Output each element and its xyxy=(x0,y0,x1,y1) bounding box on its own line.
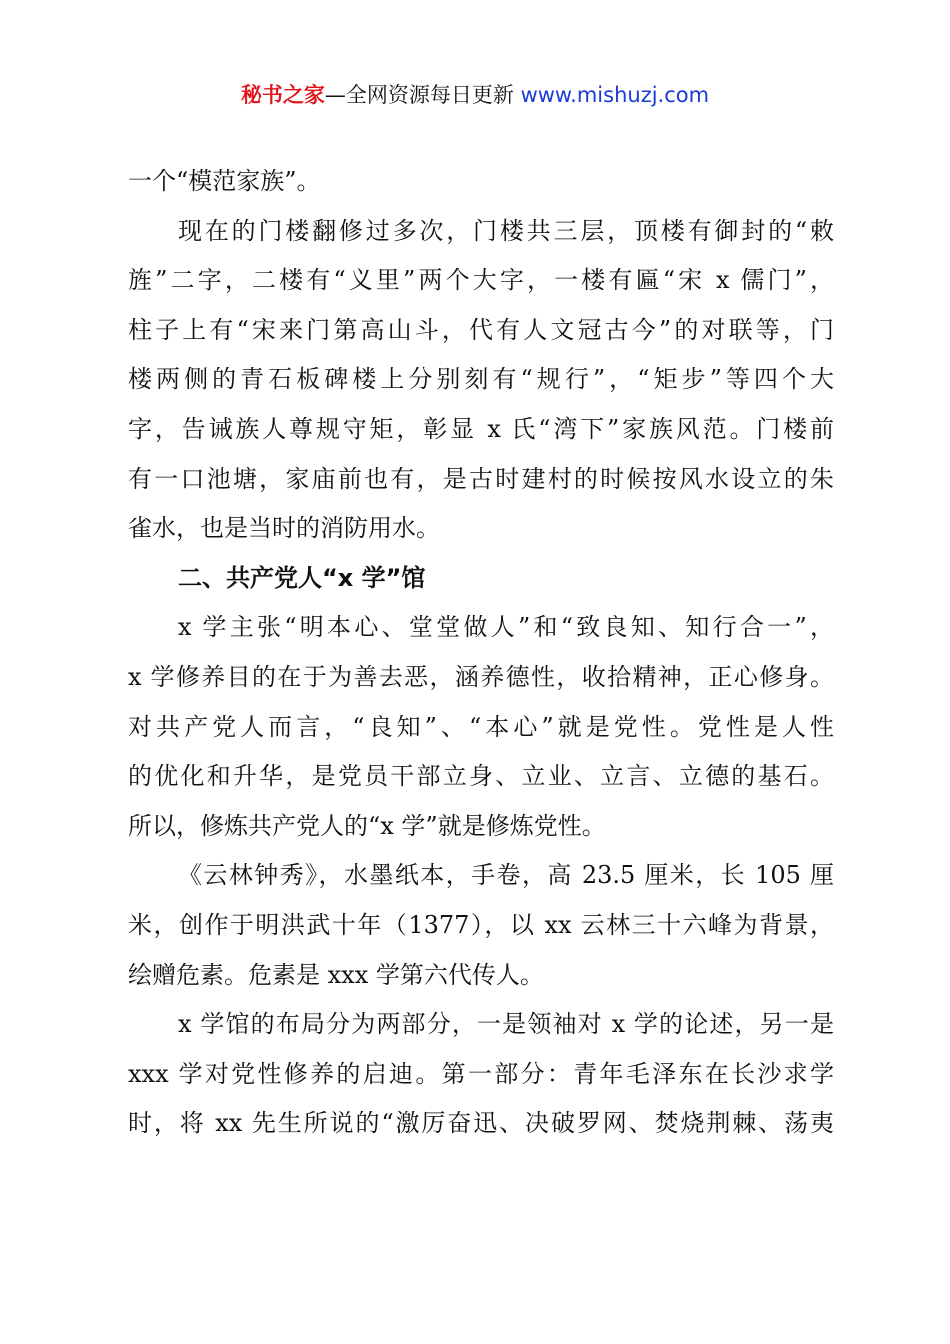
text-line: 字，告诫族人尊规守矩，彰显 x 氏“湾下”家族风范。门楼前 xyxy=(128,414,834,443)
text-line: 一个“模范家族”。 xyxy=(128,167,321,195)
document-body xyxy=(128,157,834,1149)
text-line: 现在的门楼翻修过多次，门楼共三层，顶楼有御封的“敕 xyxy=(178,216,834,245)
text-line: x 学修养目的在于为善去恶，涵养德性，收拾精神，正心修身。 xyxy=(128,662,834,691)
section-heading: 二、共产党人“x 学”馆 xyxy=(178,563,426,592)
text-line: 所以，修炼共产党人的“x 学”就是修炼党性。 xyxy=(128,811,606,840)
text-line: x 学主张“明本心、堂堂做人”和“致良知、知行合一”， xyxy=(178,613,834,642)
header-dash: — xyxy=(324,83,346,107)
text-line: 《云林钟秀》，水墨纸本，手卷，高 23.5 厘米，长 105 厘 xyxy=(178,861,834,890)
text-line: 柱子上有“宋来门第高山斗，代有人文冠古今”的对联等，门 xyxy=(128,315,834,344)
text-line: 时，将 xx 先生所说的“激厉奋迅、决破罗网、焚烧荆棘、荡夷 xyxy=(128,1109,834,1138)
site-header xyxy=(0,80,950,110)
brand-name: 秘书之家 xyxy=(240,83,325,107)
text-line: 旌”二字，二楼有“义里”两个大字，一楼有匾“宋 x 儒门”， xyxy=(128,266,834,295)
text-line: 有一口池塘，家庙前也有，是古时建村的时候按风水设立的朱 xyxy=(128,464,834,493)
text-line: 绘赠危素。危素是 xxx 学第六代传人。 xyxy=(128,960,544,989)
site-url-link[interactable]: www.mishuzj.com xyxy=(520,83,710,107)
text-line: 楼两侧的青石板碑楼上分别刻有“规行”，“矩步”等四个大 xyxy=(128,365,834,394)
text-line: xxx 学对党性修养的启迪。第一部分：青年毛泽东在长沙求学 xyxy=(128,1059,834,1088)
text-line: x 学馆的布局分为两部分，一是领袖对 x 学的论述，另一是 xyxy=(178,1010,834,1039)
text-line: 对共产党人而言，“良知”、“本心”就是党性。党性是人性 xyxy=(128,712,834,741)
text-line: 的优化和升华，是党员干部立身、立业、立言、立德的基石。 xyxy=(128,762,834,791)
text-line: 米，创作于明洪武十年（1377），以 xx 云林三十六峰为背景， xyxy=(128,910,834,939)
header-tagline: 全网资源每日更新 xyxy=(345,83,514,107)
text-line: 雀水，也是当时的消防用水。 xyxy=(128,514,440,543)
